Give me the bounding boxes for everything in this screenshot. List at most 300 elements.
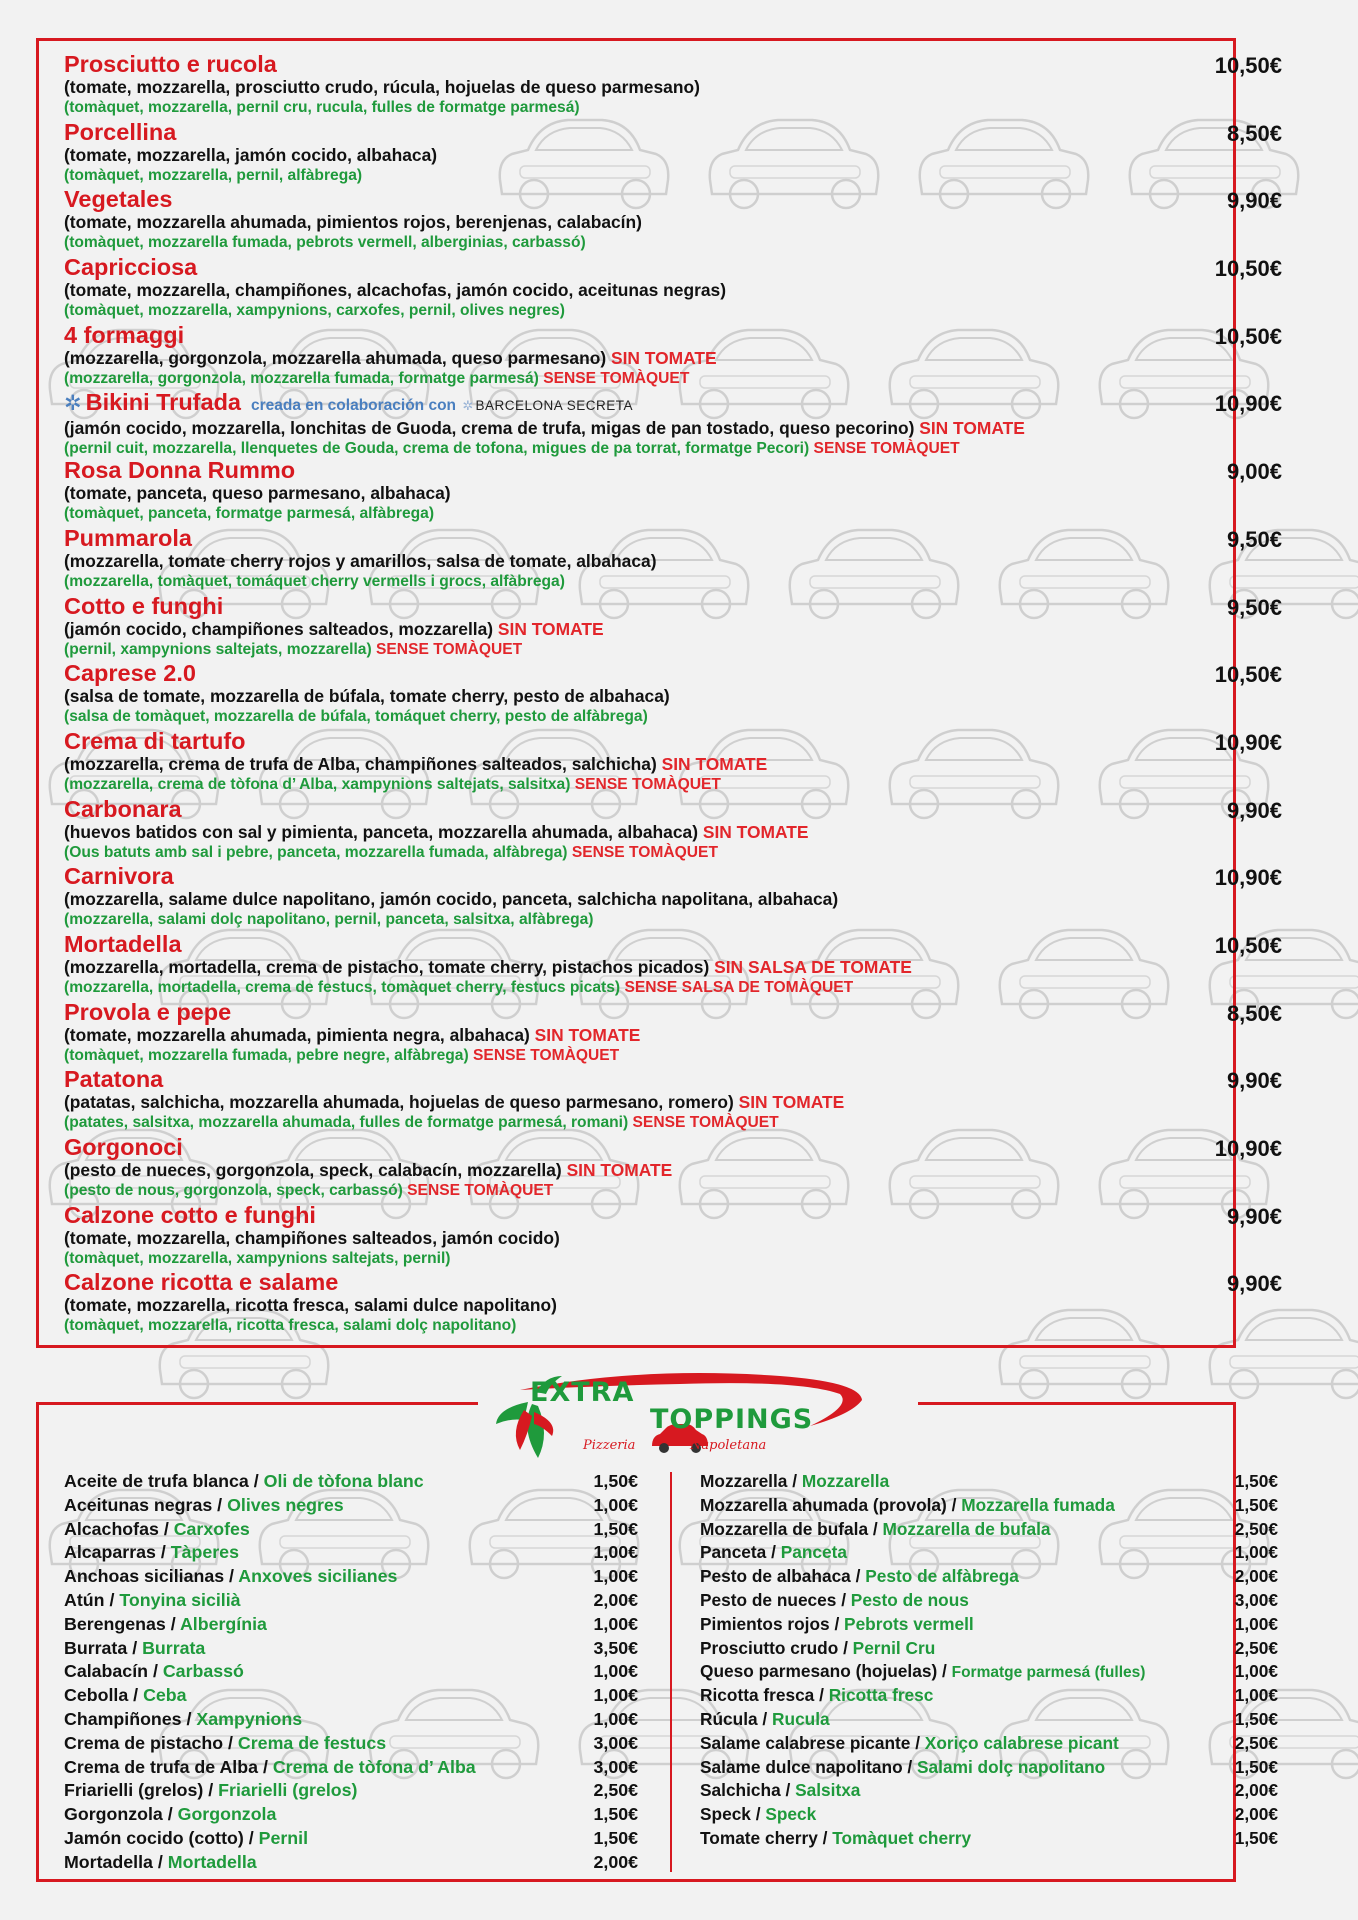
topping-row <box>700 1756 1278 1780</box>
pizza-name: Calzone cotto e funghi <box>64 1201 316 1228</box>
snowflake-icon: ✲ <box>462 398 474 414</box>
slash: / <box>750 1804 766 1825</box>
topping-row <box>64 1708 638 1732</box>
slash: / <box>868 1518 883 1539</box>
menu-item <box>64 187 1282 255</box>
pizza-price: 10,90€ <box>1214 391 1282 417</box>
toppings-column-divider <box>670 1472 672 1872</box>
slash: / <box>817 1827 833 1848</box>
pizza-name: Calzone ricotta e salame <box>64 1269 339 1296</box>
topping-es: Aceite de trufa blanca <box>64 1471 249 1491</box>
ingredients-ca <box>64 369 1282 388</box>
menu-item <box>64 661 1282 729</box>
topping-es: Berengenas <box>64 1613 166 1634</box>
slash: / <box>104 1589 120 1610</box>
pizza-name: Crema di tartufo <box>64 727 246 754</box>
pizza-list <box>64 52 1282 1338</box>
slash: / <box>838 1637 853 1658</box>
ingredients-ca: (tomàquet, panceta, formatge parmesá, alfàbrega) <box>64 505 435 523</box>
topping-row <box>700 1494 1278 1518</box>
menu-item <box>64 864 1282 932</box>
pizza-price: 10,50€ <box>1214 53 1282 78</box>
topping-ca: Oli de tòfona blanc <box>263 1471 424 1491</box>
ingredients-ca: (mozzarella, salami dolç napolitano, pernil, panceta, salsitxa, alfàbrega) <box>64 911 594 929</box>
topping-ca: Salsitxa <box>795 1780 861 1801</box>
topping-ca: Pernil <box>258 1827 309 1848</box>
ingredients-es-text: (patatas, salchicha, mozzarella ahumada, hojuelas de queso parmesano, romero) <box>64 1092 734 1113</box>
pizza-price: 9,50€ <box>1226 526 1282 552</box>
topping-ca: Mortadella <box>167 1851 257 1872</box>
no-tomato-note: SENSE TOMÀQUET <box>571 843 718 861</box>
slash: / <box>128 1685 144 1706</box>
topping-price: 3,00€ <box>1234 1589 1278 1610</box>
no-tomato-note: SENSE TOMÀQUET <box>376 640 523 658</box>
no-tomato-note: SENSE SALSA DE TOMÀQUET <box>624 978 854 996</box>
no-tomato-note: SIN TOMATE <box>919 418 1025 439</box>
topping-price: 2,50€ <box>1234 1518 1278 1539</box>
ingredients-es <box>64 1092 1282 1113</box>
no-tomato-note: SIN TOMATE <box>497 618 604 639</box>
topping-es: Salame dulce napolitano <box>700 1756 903 1777</box>
ingredients-es <box>64 1160 1282 1181</box>
pizza-price: 9,00€ <box>1226 459 1282 485</box>
ingredients-ca-text: (pernil cuit, mozzarella, llenquetes de Gouda, crema de tofona, migues de pa torrat, formatge Pecori) <box>64 440 810 458</box>
topping-price: 2,50€ <box>593 1780 638 1801</box>
pizza-price: 9,90€ <box>1226 1068 1282 1094</box>
topping-es: Champiñones <box>64 1708 182 1729</box>
menu-item <box>64 1203 1282 1271</box>
topping-row <box>64 1589 638 1613</box>
pizza-name: Capricciosa <box>64 254 198 281</box>
topping-price: 1,50€ <box>1234 1756 1278 1777</box>
menu-item <box>64 323 1282 391</box>
ingredients-es: (tomate, panceta, queso parmesano, albahaca) <box>64 483 451 504</box>
ingredients-ca <box>64 1113 1282 1132</box>
topping-ca: Formatge parmesá (fulles) <box>951 1664 1146 1682</box>
no-tomato-note: SIN TOMATE <box>566 1160 673 1180</box>
topping-es: Crema de trufa de Alba <box>64 1756 258 1777</box>
topping-ca: Carbassó <box>162 1661 244 1682</box>
topping-es: Anchoas sicilianas <box>64 1566 225 1587</box>
no-tomato-note: SIN TOMATE <box>702 821 809 842</box>
pizza-price: 8,50€ <box>1226 1000 1282 1026</box>
topping-price: 1,50€ <box>593 1804 638 1825</box>
topping-es: Jamón cocido (cotto) <box>64 1827 244 1848</box>
topping-row <box>700 1613 1278 1637</box>
ingredients-ca-text: (pernil, xampynions saltejats, mozzarella) <box>64 640 372 658</box>
pizza-name: Rosa Donna Rummo <box>64 457 296 484</box>
ingredients-es <box>64 957 1282 978</box>
ingredients-es <box>64 1025 1282 1046</box>
pizza-name: Provola e pepe <box>64 998 232 1025</box>
slash: / <box>757 1708 773 1729</box>
topping-es: Prosciutto crudo <box>700 1637 839 1658</box>
logo-title-extra: EXTRA <box>530 1377 635 1408</box>
topping-es: Atún <box>64 1589 105 1610</box>
menu-item <box>64 1135 1282 1203</box>
topping-price: 2,50€ <box>1234 1637 1278 1658</box>
menu-item <box>64 390 1282 458</box>
topping-price: 2,00€ <box>593 1589 638 1610</box>
no-tomato-note: SIN TOMATE <box>738 1092 845 1113</box>
topping-row <box>64 1660 638 1684</box>
slash: / <box>836 1589 851 1610</box>
ingredients-es-text: (jamón cocido, mozzarella, lonchitas de Guoda, crema de trufa, migas de pan tostado, queso pecorino) <box>64 418 915 439</box>
logo-subtitle-pizzeria: Pizzeria <box>583 1438 636 1453</box>
topping-ca: Salami dolç napolitano <box>917 1756 1106 1777</box>
pizza-price: 10,90€ <box>1214 729 1282 755</box>
slash: / <box>243 1827 259 1848</box>
topping-row <box>700 1660 1278 1684</box>
topping-row <box>64 1541 638 1565</box>
no-tomato-note: SENSE TOMÀQUET <box>574 775 721 793</box>
slash: / <box>158 1518 174 1539</box>
topping-row <box>700 1732 1278 1756</box>
topping-price: 1,00€ <box>593 1566 638 1587</box>
topping-price: 1,50€ <box>1234 1471 1278 1491</box>
menu-item <box>64 932 1282 1000</box>
slash: / <box>829 1613 845 1634</box>
topping-row <box>64 1470 638 1494</box>
topping-ca: Mozzarella fumada <box>961 1494 1115 1515</box>
topping-es: Pesto de albahaca <box>700 1566 851 1587</box>
ingredients-ca-text: (mozzarella, mortadella, crema de festucs, tomàquet cherry, festucs picats) <box>64 978 621 996</box>
menu-item <box>64 797 1282 865</box>
topping-es: Salame calabrese picante <box>700 1732 911 1753</box>
ingredients-es: (tomate, mozzarella, champiñones salteados, jamón cocido) <box>64 1227 560 1248</box>
toppings-list-left <box>64 1470 638 1875</box>
slash: / <box>162 1804 178 1825</box>
ingredients-ca: (tomàquet, mozzarella fumada, pebrots vermell, alberginias, carbassó) <box>64 234 586 252</box>
pizza-price: 9,90€ <box>1226 797 1282 823</box>
pizza-price: 8,50€ <box>1226 120 1282 146</box>
pizza-price: 10,50€ <box>1214 256 1282 282</box>
slash: / <box>814 1685 829 1706</box>
ingredients-es: (salsa de tomate, mozzarella de búfala, tomate cherry, pesto de albahaca) <box>64 686 670 707</box>
ingredients-es: (tomate, mozzarella, jamón cocido, albahaca) <box>64 144 438 165</box>
topping-ca: Crema de tòfona d’ Alba <box>272 1756 476 1777</box>
topping-row <box>700 1518 1278 1542</box>
topping-price: 1,50€ <box>593 1518 638 1539</box>
menu-item <box>64 255 1282 323</box>
pizza-name: Prosciutto e rucola <box>64 51 277 77</box>
slash: / <box>224 1566 239 1587</box>
topping-price: 1,00€ <box>1234 1542 1278 1563</box>
topping-price: 1,50€ <box>593 1827 638 1848</box>
pizza-price: 9,90€ <box>1226 1203 1282 1229</box>
ingredients-es-text: (mozzarella, mortadella, crema de pistacho, tomate cherry, pistachos picados) <box>64 956 710 977</box>
ingredients-ca <box>64 1046 1282 1065</box>
topping-ca: Ricotta fresc <box>828 1685 934 1706</box>
topping-price: 3,00€ <box>593 1756 638 1777</box>
menu-item <box>64 458 1282 526</box>
slash: / <box>155 1542 171 1563</box>
no-tomato-note: SIN TOMATE <box>534 1024 641 1045</box>
logo-subtitle-napoletana: Napoletana <box>690 1438 767 1453</box>
topping-es: Mortadella <box>64 1851 153 1872</box>
topping-row <box>64 1637 638 1661</box>
menu-item <box>64 1270 1282 1338</box>
topping-row <box>700 1589 1278 1613</box>
no-tomato-note: SIN TOMATE <box>610 347 717 368</box>
slash: / <box>787 1471 802 1491</box>
logo-title-toppings: TOPPINGS <box>650 1404 814 1435</box>
ingredients-es-text: (jamón cocido, champiñones salteados, mozzarella) <box>64 618 494 639</box>
ingredients-ca <box>64 439 1282 458</box>
topping-es: Aceitunas negras <box>64 1494 213 1515</box>
pizza-name: Bikini Trufada <box>85 389 241 416</box>
ingredients-es: (mozzarella, salame dulce napolitano, jamón cocido, panceta, salchicha napolitana, albahaca) <box>64 889 839 910</box>
topping-ca: Mozzarella <box>801 1471 890 1491</box>
ingredients-ca-text: (mozzarella, crema de tòfona d’ Alba, xampynions saltejats, salsitxa) <box>64 775 571 793</box>
slash: / <box>780 1780 796 1801</box>
topping-es: Pimientos rojos <box>700 1613 830 1634</box>
slash: / <box>946 1494 962 1515</box>
topping-price: 1,50€ <box>1234 1708 1278 1729</box>
ingredients-ca: (tomàquet, mozzarella, xampynions, carxofes, pernil, olives negres) <box>64 302 565 320</box>
ingredients-ca-text: (patates, salsitxa, mozzarella ahumada, fulles de formatge parmesá, romani) <box>64 1114 629 1132</box>
topping-es: Pesto de nueces <box>700 1589 837 1610</box>
ingredients-ca <box>64 640 1282 659</box>
slash: / <box>127 1637 143 1658</box>
ingredients-es <box>64 754 1282 775</box>
topping-price: 2,50€ <box>1234 1732 1278 1753</box>
topping-price: 1,00€ <box>1234 1613 1278 1634</box>
pizza-price: 10,50€ <box>1214 662 1282 688</box>
ingredients-es: (tomate, mozzarella, champiñones, alcachofas, jamón cocido, aceitunas negras) <box>64 280 727 301</box>
topping-row <box>700 1708 1278 1732</box>
slash: / <box>148 1661 163 1682</box>
topping-ca: Rucula <box>772 1708 830 1729</box>
topping-row <box>64 1827 638 1851</box>
topping-ca: Pesto de alfàbrega <box>865 1566 1019 1587</box>
topping-ca: Friarielli (grelos) <box>218 1780 358 1801</box>
topping-ca: Pesto de nous <box>850 1589 969 1610</box>
topping-es: Friarielli (grelos) <box>64 1780 204 1801</box>
topping-row <box>700 1779 1278 1803</box>
no-tomato-note: SENSE TOMÀQUET <box>407 1182 554 1199</box>
ingredients-es-text: (mozzarella, crema de trufa de Alba, champiñones salteados, salchicha) <box>64 753 657 774</box>
slash: / <box>212 1494 228 1515</box>
menu-item <box>64 1000 1282 1068</box>
topping-row <box>64 1779 638 1803</box>
topping-es: Calabacín <box>64 1661 149 1682</box>
topping-ca: Albergínia <box>179 1613 267 1634</box>
topping-es: Panceta <box>700 1542 767 1563</box>
collab-brand: BARCELONA SECRETA <box>475 398 633 414</box>
topping-es: Mozzarella ahumada (provola) <box>700 1494 947 1515</box>
topping-price: 1,00€ <box>593 1708 638 1729</box>
topping-price: 1,50€ <box>593 1471 638 1491</box>
topping-ca: Panceta <box>780 1542 847 1563</box>
topping-es: Queso parmesano (hojuelas) <box>700 1661 938 1682</box>
topping-row <box>700 1541 1278 1565</box>
topping-row <box>64 1518 638 1542</box>
topping-price: 3,50€ <box>593 1637 638 1658</box>
pizza-price: 9,50€ <box>1226 594 1282 620</box>
collab-note: creada en colaboración con <box>251 397 457 415</box>
no-tomato-note: SENSE TOMÀQUET <box>543 369 690 387</box>
slash: / <box>203 1780 219 1801</box>
topping-ca: Olives negres <box>227 1494 344 1515</box>
menu-item <box>64 120 1282 188</box>
pizza-name: Vegetales <box>64 186 173 213</box>
pizza-price: 10,50€ <box>1214 932 1282 958</box>
pizza-name: Pummarola <box>64 524 192 551</box>
topping-row <box>64 1851 638 1875</box>
pizza-name-row <box>64 390 1282 418</box>
topping-ca: Tomàquet cherry <box>832 1827 972 1848</box>
topping-es: Alcaparras <box>64 1542 156 1563</box>
topping-ca: Anxoves sicilianes <box>238 1566 398 1587</box>
topping-ca: Xampynions <box>196 1708 303 1729</box>
topping-row <box>64 1494 638 1518</box>
slash: / <box>850 1566 866 1587</box>
ingredients-ca: (tomàquet, mozzarella, xampynions saltejats, pernil) <box>64 1249 451 1267</box>
topping-es: Gorgonzola <box>64 1804 163 1825</box>
ingredients-ca: (tomàquet, mozzarella, pernil, alfàbrega) <box>64 166 363 184</box>
ingredients-es: (tomate, mozzarella, prosciutto crudo, rúcula, hojuelas de queso parmesano) <box>64 77 700 97</box>
slash: / <box>248 1471 264 1491</box>
topping-price: 1,00€ <box>1234 1685 1278 1706</box>
toppings-list-right <box>700 1470 1278 1851</box>
topping-ca: Burrata <box>142 1637 206 1658</box>
ingredients-ca <box>64 1181 1282 1200</box>
ingredients-ca: (salsa de tomàquet, mozzarella de búfala, tomáquet cherry, pesto de alfàbrega) <box>64 708 648 726</box>
pizza-price: 10,50€ <box>1214 323 1282 349</box>
topping-ca: Pebrots vermell <box>844 1613 974 1634</box>
ingredients-es <box>64 619 1282 640</box>
topping-row <box>700 1803 1278 1827</box>
pizza-name: Mortadella <box>64 930 182 957</box>
topping-ca: Pernil Cru <box>852 1637 936 1658</box>
slash: / <box>152 1851 168 1872</box>
ingredients-ca-text: (mozzarella, gorgonzola, mozzarella fumada, formatge parmesá) <box>64 369 539 387</box>
slash: / <box>165 1613 180 1634</box>
topping-row <box>700 1470 1278 1494</box>
topping-price: 1,00€ <box>593 1613 638 1634</box>
ingredients-es-text: (mozzarella, gorgonzola, mozzarella ahumada, queso parmesano) <box>64 347 607 368</box>
topping-ca: Tàperes <box>170 1542 239 1563</box>
topping-es: Rúcula <box>700 1708 758 1729</box>
no-tomato-note: SENSE TOMÀQUET <box>632 1114 779 1132</box>
pizza-price: 10,90€ <box>1214 1136 1282 1161</box>
no-tomato-note: SIN TOMATE <box>661 753 768 774</box>
topping-row <box>64 1756 638 1780</box>
topping-es: Cebolla <box>64 1685 129 1706</box>
topping-row <box>64 1803 638 1827</box>
pizza-price: 10,90€ <box>1214 865 1282 891</box>
ingredients-ca <box>64 978 1282 997</box>
topping-price: 3,00€ <box>593 1732 638 1753</box>
topping-es: Tomate cherry <box>700 1827 818 1848</box>
ingredients-es: (tomate, mozzarella ahumada, pimientos rojos, berenjenas, calabacín) <box>64 212 642 233</box>
topping-ca: Tonyina sicilià <box>119 1589 241 1610</box>
ingredients-es <box>64 822 1282 843</box>
topping-price: 1,50€ <box>1234 1827 1278 1848</box>
topping-es: Mozzarella de bufala <box>700 1518 869 1539</box>
topping-es: Speck <box>700 1804 751 1825</box>
topping-price: 2,00€ <box>1234 1566 1278 1587</box>
topping-row <box>700 1565 1278 1589</box>
ingredients-ca <box>64 775 1282 794</box>
topping-es: Alcachofas <box>64 1518 159 1539</box>
topping-row <box>700 1827 1278 1851</box>
menu-item <box>64 1067 1282 1135</box>
ingredients-es-text: (pesto de nueces, gorgonzola, speck, calabacín, mozzarella) <box>64 1160 562 1180</box>
pizza-name: Cotto e funghi <box>64 592 224 619</box>
ingredients-ca: (tomàquet, mozzarella, pernil cru, rucula, fulles de formatge parmesá) <box>64 99 580 116</box>
slash: / <box>766 1542 781 1563</box>
pizza-price: 9,90€ <box>1226 188 1282 214</box>
pizza-name: Porcellina <box>64 118 177 145</box>
topping-ca: Gorgonzola <box>177 1804 277 1825</box>
pizza-name: Gorgonoci <box>64 1134 183 1160</box>
slash: / <box>937 1661 952 1682</box>
menu-item <box>64 52 1282 120</box>
ingredients-es <box>64 418 1282 439</box>
topping-price: 1,00€ <box>593 1685 638 1706</box>
slash: / <box>223 1732 238 1753</box>
slash: / <box>902 1756 918 1777</box>
ingredients-ca-text: (Ous batuts amb sal i pebre, panceta, mozzarella fumada, alfàbrega) <box>64 843 568 861</box>
menu-item <box>64 526 1282 594</box>
topping-price: 1,50€ <box>1234 1494 1278 1515</box>
topping-price: 2,00€ <box>1234 1780 1278 1801</box>
topping-row <box>64 1613 638 1637</box>
topping-row <box>64 1565 638 1589</box>
topping-ca: Speck <box>765 1804 817 1825</box>
no-tomato-note: SIN SALSA DE TOMATE <box>714 956 912 977</box>
no-tomato-note: SENSE TOMÀQUET <box>813 440 960 458</box>
ingredients-ca-text: (pesto de nous, gorgonzola, speck, carbassó) <box>64 1182 403 1199</box>
menu-item <box>64 729 1282 797</box>
topping-price: 1,00€ <box>593 1661 638 1682</box>
slash: / <box>258 1756 273 1777</box>
ingredients-ca: (tomàquet, mozzarella, ricotta fresca, salami dolç napolitano) <box>64 1317 517 1335</box>
topping-ca: Ceba <box>143 1685 187 1706</box>
topping-row <box>700 1637 1278 1661</box>
topping-es: Ricotta fresca <box>700 1685 815 1706</box>
ingredients-es: (tomate, mozzarella, ricotta fresca, salami dulce napolitano) <box>64 1295 557 1316</box>
ingredients-ca <box>64 843 1282 862</box>
topping-es: Salchicha <box>700 1780 781 1801</box>
pizza-name: 4 formaggi <box>64 321 185 348</box>
topping-price: 1,00€ <box>1234 1661 1278 1682</box>
snowflake-icon: ✲ <box>64 392 82 416</box>
ingredients-es-text: (tomate, mozzarella ahumada, pimienta negra, albahaca) <box>64 1024 530 1045</box>
topping-es: Burrata <box>64 1637 128 1658</box>
pizza-price: 9,90€ <box>1226 1271 1282 1297</box>
ingredients-ca: (mozzarella, tomàquet, tomáquet cherry vermells i grocs, alfàbrega) <box>64 572 565 590</box>
pizza-name: Caprese 2.0 <box>64 660 196 687</box>
slash: / <box>910 1732 925 1753</box>
topping-price: 2,00€ <box>593 1851 638 1872</box>
ingredients-es <box>64 348 1282 369</box>
topping-price: 2,00€ <box>1234 1804 1278 1825</box>
topping-row <box>64 1732 638 1756</box>
topping-price: 1,00€ <box>593 1542 638 1563</box>
no-tomato-note: SENSE TOMÀQUET <box>473 1046 620 1064</box>
topping-row <box>700 1684 1278 1708</box>
pizza-name: Carbonara <box>64 795 182 822</box>
topping-ca: Carxofes <box>173 1518 250 1539</box>
topping-ca: Crema de festucs <box>237 1732 387 1753</box>
pizza-name: Patatona <box>64 1066 164 1093</box>
topping-es: Mozzarella <box>700 1471 788 1491</box>
ingredients-ca-text: (tomàquet, mozzarella fumada, pebre negre, alfàbrega) <box>64 1046 469 1064</box>
slash: / <box>181 1708 197 1729</box>
